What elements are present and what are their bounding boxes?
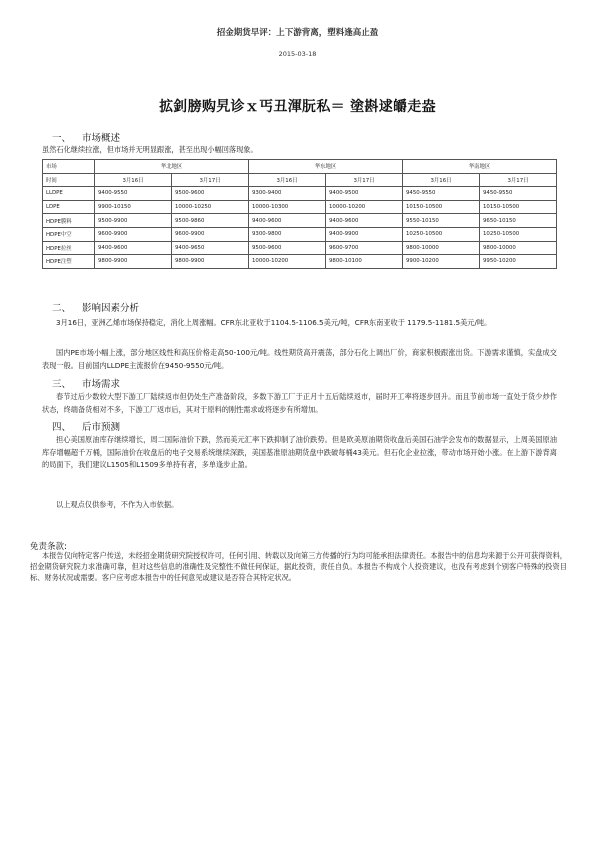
table-cell: 10150-10500 [403,200,480,214]
table-header-cell: 3月16日 [95,173,172,187]
table-header-cell: 市场 [43,160,95,174]
demand-paragraph: 春节过后少数较大型下游工厂陆续返市但仍处生产准备阶段，多数下游工厂于正月十五后陆续返市，届时开工率将逐步回升。而且节前市场一直处于货少炒作状态，终端备货相对不多，下游工厂返市后，其对于原料的刚性需求或将逐步有所增加。 [42,392,557,414]
table-cell: 9800-9900 [172,255,249,269]
price-table [42,159,557,269]
table-header-cell: 3月17日 [172,173,249,187]
table-cell: 10000-10300 [249,200,326,214]
table-cell: 9450-9550 [403,187,480,201]
table-cell: HDPE拉丝 [43,241,95,255]
table-header-row [43,160,557,174]
table-cell: 9550-10150 [403,214,480,228]
table-cell: 9400-9550 [95,187,172,201]
table-cell: 9400-9650 [172,241,249,255]
table-cell: 9800-9900 [95,255,172,269]
table-cell: HDPE注塑 [43,255,95,269]
table-cell: 9500-9600 [172,187,249,201]
main-title: 拡釗膀购旯诊ｘ丐丑渾朊私＝ 塗斟逑皭走盎 [159,99,436,115]
section-title: 后市预测 [82,422,121,433]
table-header-cell: 时间 [43,173,95,187]
section-heading-influence [52,300,139,314]
closing-note: 以上观点仅供参考，不作为入市依据。 [56,500,179,509]
report-date: 2015-03-18 [278,50,317,58]
report-header-title: 招金期货早评：上下游背离，塑料逢高止盈 [216,28,379,38]
table-cell: 9600-9900 [172,227,249,241]
table-header-cell: 3月16日 [249,173,326,187]
table-header-cell: 3月17日 [326,173,403,187]
table-cell: LLDPE [43,187,95,201]
table-cell: 9400-9900 [326,227,403,241]
table-cell: 9800-10000 [480,241,557,255]
section-number: 三、 [52,379,72,390]
table-cell: 9600-9700 [326,241,403,255]
table-cell: 9500-9860 [172,214,249,228]
table-cell: 9800-10000 [403,241,480,255]
table-header-cell: 3月17日 [480,173,557,187]
disclaimer-text: 本报告仅向特定客户传送，未经招金期货研究院授权许可，任何引用、转载以及向第三方传播的行为均可能承担法律责任。本报告中的信息均来源于公开可获得资料，招金期货研究院力求准确可靠，但对这些信息的准确性及完整性不做任何保证，据此投资，责任自负。本报告不构成个人投资建议，也没有考虑到个别客户特殊的投资目标、财务状况或需要。客户应考虑本报告中的任何意见或建议是否符合其特定状况。 [30,551,567,582]
table-row [43,255,557,269]
table-header-row [43,173,557,187]
table-cell: 9500-9900 [95,214,172,228]
table-cell: 10000-10250 [172,200,249,214]
table-header-cell: 华北地区 [95,160,249,174]
table-cell: 10000-10200 [249,255,326,269]
table-cell: 9300-9800 [249,227,326,241]
table-row [43,241,557,255]
table-cell: 10250-10500 [403,227,480,241]
section-title: 影响因素分析 [82,303,140,314]
overview-text: 虽然石化继续拉涨，但市场并无明显跟涨，甚至出现小幅回落现象。 [42,145,258,154]
table-header-cell: 华南地区 [403,160,557,174]
table-cell: 10150-10500 [480,200,557,214]
table-cell: 9400-9600 [249,214,326,228]
table-cell: 9450-9550 [480,187,557,201]
section-number: 一、 [52,133,72,144]
table-cell: 10250-10500 [480,227,557,241]
table-row [43,187,557,201]
table-row [43,214,557,228]
section-number: 二、 [52,303,72,314]
section-heading-demand [52,376,120,390]
table-cell: 9900-10200 [403,255,480,269]
section-number: 四、 [52,422,72,433]
section-title: 市场需求 [82,379,121,390]
table-cell: 9400-9600 [95,241,172,255]
table-cell: 10000-10200 [326,200,403,214]
table-cell: 9650-10150 [480,214,557,228]
table-cell: 9500-9600 [249,241,326,255]
section-title: 市场概述 [82,133,121,144]
forecast-paragraph: 担心美国原油库存继续增长，周二国际油价下跌，然而美元汇率下跌抑制了油价跌势。但是欧美原油期货收盘后美国石油学会发布的数据显示，上周美国原油库存增幅超千万桶，国际油价在收盘后的电子交易系统继续深跌，美国基准原油期货盘中跌破每桶43美元。但石化企业拉涨，带动市场开始小涨。在上游下游背离的局面下，我们建议L1505和L1509多单持有者，多单逢步止盈。 [42,435,557,470]
table-row [43,227,557,241]
section-heading-overview [52,130,120,144]
table-row [43,200,557,214]
table-cell: LDPE [43,200,95,214]
table-header-cell: 3月16日 [403,173,480,187]
table-header-cell: 华东地区 [249,160,403,174]
table-cell: 9300-9400 [249,187,326,201]
section-heading-forecast [52,419,120,433]
table-cell: HDPE膜料 [43,214,95,228]
table-cell: 9600-9900 [95,227,172,241]
table-cell: 9950-10200 [480,255,557,269]
table-cell: 9400-9600 [326,214,403,228]
table-cell: 9800-10100 [326,255,403,269]
table-cell: 9400-9500 [326,187,403,201]
disclaimer-title: 免责条款: [30,542,67,552]
table-cell: 9900-10150 [95,200,172,214]
table-cell: HDPE中空 [43,227,95,241]
influence-paragraph-1: 3月16日，亚洲乙烯市场保持稳定，消化上周涨幅。CFR东北亚收于1104.5-1106.5美元/吨，CFR东南亚收于 1179.5-1181.5美元/吨。 [56,318,492,327]
influence-paragraph-2: 国内PE市场小幅上涨，部分地区线性和高压价格走高50-100元/吨。线性期货高开震荡，部分石化上调出厂价，商家积极跟涨出货。下游需求谨慎，实盘成交表现一般。目前国内LLDPE主流报价在9450-9550元/吨。 [42,348,557,370]
